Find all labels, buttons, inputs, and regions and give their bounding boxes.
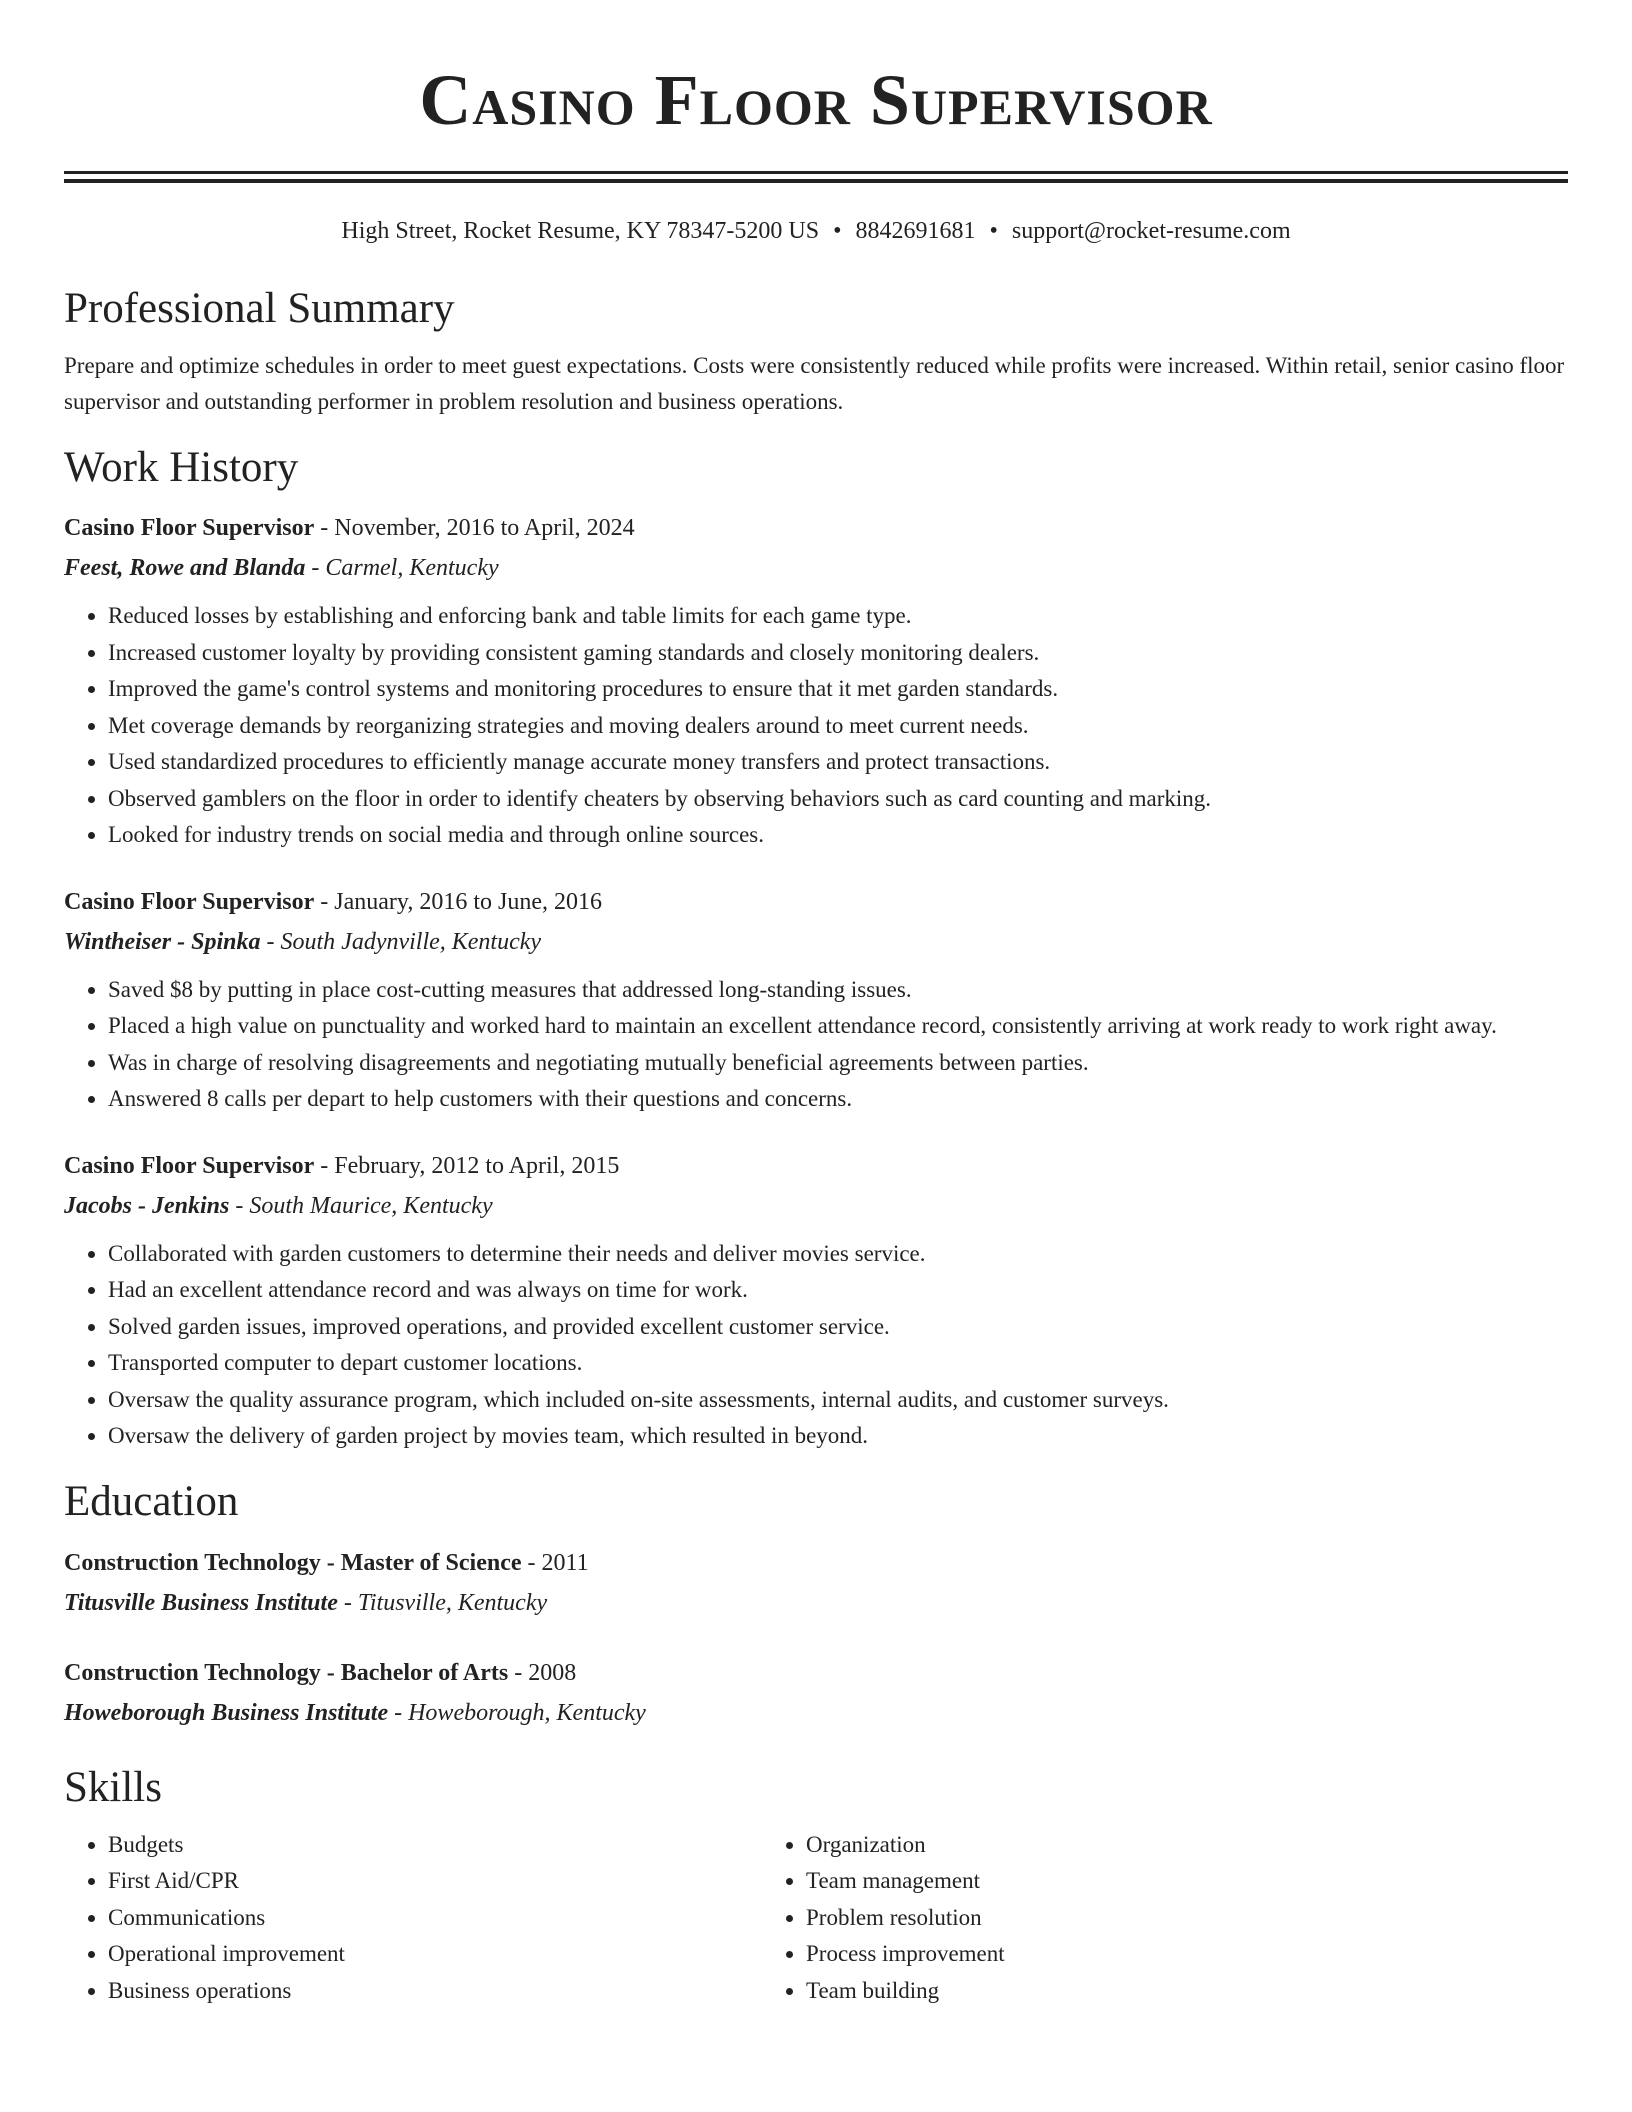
job-bullet: • Oversaw the delivery of garden project by movies team, which resulted in beyond. xyxy=(108,1418,1568,1455)
skill-item: • Problem resolution xyxy=(806,1900,1568,1937)
job-bullet: • Solved garden issues, improved operations, and provided excellent customer service. xyxy=(108,1309,1568,1346)
education-degree-line xyxy=(64,1653,1568,1693)
job-bullet: • Used standardized procedures to efficiently manage accurate money transfers and protect transactions. xyxy=(108,744,1568,781)
skill-item: • Organization xyxy=(806,1827,1568,1864)
education-degree-line xyxy=(64,1543,1568,1583)
education-school-line xyxy=(64,1693,1568,1733)
education-degree: Construction Technology - Bachelor of Arts xyxy=(64,1659,509,1686)
education-school-line xyxy=(64,1583,1568,1623)
job-bullet: • Observed gamblers on the floor in order to identify cheaters by observing behaviors such as card counting and marking. xyxy=(108,781,1568,818)
job-bullets xyxy=(64,1236,1568,1455)
job-location: - South Jadynville, Kentucky xyxy=(260,928,542,955)
contact-separator: • xyxy=(989,218,998,244)
job-bullets xyxy=(64,598,1568,854)
job-company-line xyxy=(64,1186,1568,1226)
skill-item: • Communications xyxy=(108,1900,762,1937)
job-bullet: • Increased customer loyalty by providing consistent gaming standards and closely monitoring dealers. xyxy=(108,635,1568,672)
contact-line xyxy=(64,216,1568,246)
job-bullet: • Collaborated with garden customers to determine their needs and deliver movies service. xyxy=(108,1236,1568,1273)
education-year: - 2008 xyxy=(508,1659,577,1686)
job-company-line xyxy=(64,548,1568,588)
job-company: Jacobs - Jenkins xyxy=(64,1192,230,1219)
job-bullet: • Placed a high value on punctuality and worked hard to maintain an excellent attendance record, consistently arriving at work ready to work right away. xyxy=(108,1008,1568,1045)
job-entry xyxy=(64,508,1568,854)
education-location: - Titusville, Kentucky xyxy=(337,1589,548,1616)
job-entry xyxy=(64,882,1568,1118)
job-bullet: • Transported computer to depart customer locations. xyxy=(108,1345,1568,1382)
education-school: Howeborough Business Institute xyxy=(64,1699,389,1726)
skill-item: • Team management xyxy=(806,1863,1568,1900)
job-bullet: • Was in charge of resolving disagreements and negotiating mutually beneficial agreements between parties. xyxy=(108,1045,1568,1082)
job-bullet: • Met coverage demands by reorganizing strategies and moving dealers around to meet current needs. xyxy=(108,708,1568,745)
job-bullet: • Improved the game's control systems and monitoring procedures to ensure that it met garden standards. xyxy=(108,671,1568,708)
job-title-line xyxy=(64,882,1568,922)
job-dates: - November, 2016 to April, 2024 xyxy=(314,515,635,541)
job-bullet: • Oversaw the quality assurance program, which included on-site assessments, internal audits, and customer surveys. xyxy=(108,1382,1568,1419)
skill-item: • Team building xyxy=(806,1973,1568,2010)
job-bullet: • Had an excellent attendance record and was always on time for work. xyxy=(108,1272,1568,1309)
job-title-line xyxy=(64,1146,1568,1186)
header-rule-top xyxy=(64,171,1568,174)
education-entry xyxy=(64,1543,1568,1623)
job-company: Wintheiser - Spinka xyxy=(64,928,261,955)
contact-address: High Street, Rocket Resume, KY 78347-5200 US xyxy=(341,218,820,244)
job-dates: - January, 2016 to June, 2016 xyxy=(314,888,602,915)
education-entry xyxy=(64,1653,1568,1733)
work-history-heading: Work History xyxy=(64,444,299,491)
job-role: Casino Floor Supervisor xyxy=(64,888,315,915)
contact-separator: • xyxy=(833,218,842,244)
job-company: Feest, Rowe and Blanda xyxy=(64,555,306,581)
skill-item: • Business operations xyxy=(108,1973,762,2010)
summary-text: Prepare and optimize schedules in order to meet guest expectations. Costs were consistently reduced while profits were increased. Within retail, senior casino floor supervisor and outstanding performer in problem resolution and business operations. xyxy=(64,353,1565,414)
skills-column-left xyxy=(64,1827,762,2010)
job-location: - South Maurice, Kentucky xyxy=(229,1192,493,1219)
job-dates: - February, 2012 to April, 2015 xyxy=(314,1152,620,1179)
skill-item: • Process improvement xyxy=(806,1936,1568,1973)
job-title-line xyxy=(64,508,1568,548)
education-heading: Education xyxy=(64,1477,239,1525)
education-degree: Construction Technology - Master of Science xyxy=(64,1549,522,1576)
summary-heading: Professional Summary xyxy=(64,285,455,332)
education-year: - 2011 xyxy=(521,1549,589,1576)
job-role: Casino Floor Supervisor xyxy=(64,1152,315,1179)
education-school: Titusville Business Institute xyxy=(64,1589,338,1616)
education-location: - Howeborough, Kentucky xyxy=(388,1699,646,1726)
job-company-line xyxy=(64,922,1568,962)
job-bullet: • Looked for industry trends on social media and through online sources. xyxy=(108,817,1568,854)
contact-email: support@rocket-resume.com xyxy=(1011,218,1291,244)
header-rule-bottom xyxy=(64,179,1568,183)
job-bullets xyxy=(64,972,1568,1118)
skill-item: • First Aid/CPR xyxy=(108,1863,762,1900)
skills-heading: Skills xyxy=(64,1763,162,1811)
candidate-name: Casino Floor Supervisor xyxy=(419,60,1213,140)
job-location: - Carmel, Kentucky xyxy=(305,555,499,581)
contact-phone: 8842691681 xyxy=(855,218,976,244)
skill-item: • Budgets xyxy=(108,1827,762,1864)
skill-item: • Operational improvement xyxy=(108,1936,762,1973)
job-role: Casino Floor Supervisor xyxy=(64,515,315,541)
job-bullet: • Reduced losses by establishing and enforcing bank and table limits for each game type. xyxy=(108,598,1568,635)
skills-list xyxy=(64,1827,1568,2010)
job-bullet: • Saved $8 by putting in place cost-cutting measures that addressed long-standing issues. xyxy=(108,972,1568,1009)
job-entry xyxy=(64,1146,1568,1455)
skills-column-right xyxy=(762,1827,1568,2010)
job-bullet: • Answered 8 calls per depart to help customers with their questions and concerns. xyxy=(108,1081,1568,1118)
